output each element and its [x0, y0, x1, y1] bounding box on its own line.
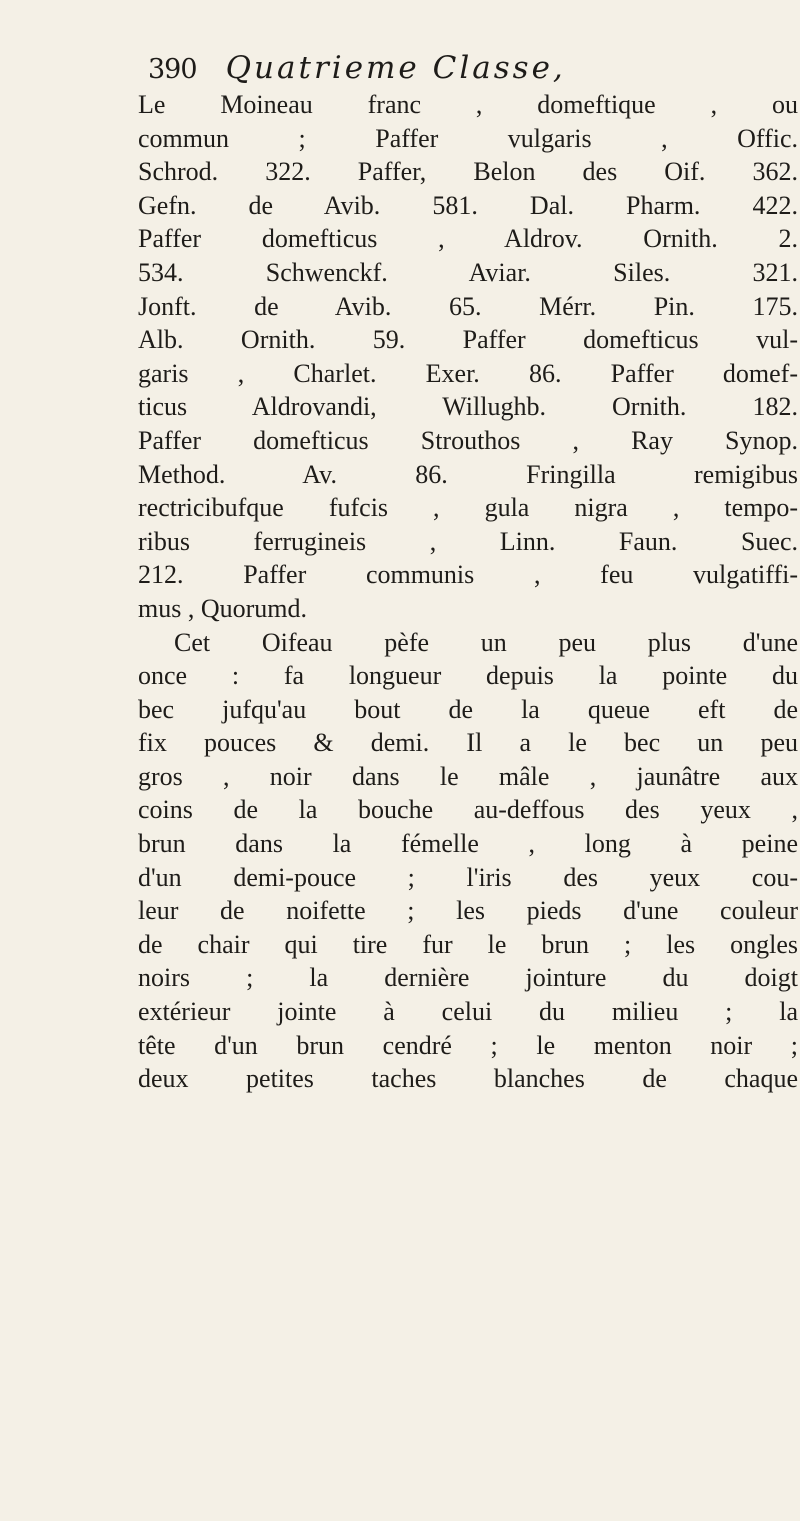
- running-title: Quatrieme Classe,: [225, 50, 566, 86]
- text-line: extérieur jointe à celui du milieu ; la: [138, 997, 798, 1027]
- text-line: deux petites taches blanches de chaque: [138, 1064, 798, 1094]
- text-line: Gefn. de Avib. 581. Dal. Pharm. 422.: [138, 190, 798, 220]
- text-line: leur de noifette ; les pieds d'une couleur: [138, 896, 798, 926]
- body-text: [138, 88, 798, 1096]
- text-line: mus , Quorumd.: [138, 593, 307, 623]
- text-line: ribus ferrugineis , Linn. Faun. Suec.: [138, 526, 798, 556]
- text-line: Schrod. 322. Paffer, Belon des Oif. 362.: [138, 157, 798, 187]
- text-line: commun ; Paffer vulgaris , Offic.: [138, 123, 798, 153]
- text-line: Jonft. de Avib. 65. Mérr. Pin. 175.: [138, 291, 798, 321]
- text-line: gros , noir dans le mâle , jaunâtre aux: [138, 761, 798, 791]
- text-line: Paffer domefticus , Aldrov. Ornith. 2.: [138, 224, 798, 254]
- text-line: Alb. Ornith. 59. Paffer domefticus vul-: [138, 325, 798, 355]
- text-line: 534. Schwenckf. Aviar. Siles. 321.: [138, 257, 798, 287]
- text-line: 212. Paffer communis , feu vulgatiffi-: [138, 560, 798, 590]
- text-line: garis , Charlet. Exer. 86. Paffer domef-: [138, 358, 798, 388]
- text-line: tête d'un brun cendré ; le menton noir ;: [138, 1030, 798, 1060]
- text-line: rectricibufque fufcis , gula nigra , tempo-: [138, 493, 798, 523]
- text-line: d'un demi-pouce ; l'iris des yeux cou-: [138, 862, 798, 892]
- text-line: noirs ; la dernière jointure du doigt: [138, 963, 798, 993]
- text-line: Le Moineau franc , domeftique , ou: [138, 90, 798, 119]
- text-line: fix pouces & demi. Il a le bec un peu: [138, 728, 798, 758]
- text-line: coins de la bouche au-deffous des yeux ,: [138, 795, 798, 825]
- text-line: ticus Aldrovandi, Willughb. Ornith. 182.: [138, 392, 798, 422]
- text-line: Cet Oifeau pèfe un peu plus d'une: [174, 627, 798, 657]
- text-line: de chair qui tire fur le brun ; les ongles: [138, 929, 798, 959]
- text-line: bec jufqu'au bout de la queue eft de: [138, 694, 798, 724]
- text-line: once : fa longueur depuis la pointe du: [138, 661, 798, 691]
- text-line: brun dans la fémelle , long à peine: [138, 829, 798, 859]
- text-line: Paffer domefticus Strouthos , Ray Synop.: [138, 425, 798, 455]
- text-line: Method. Av. 86. Fringilla remigibus: [138, 459, 798, 489]
- page-number: 390: [148, 54, 197, 85]
